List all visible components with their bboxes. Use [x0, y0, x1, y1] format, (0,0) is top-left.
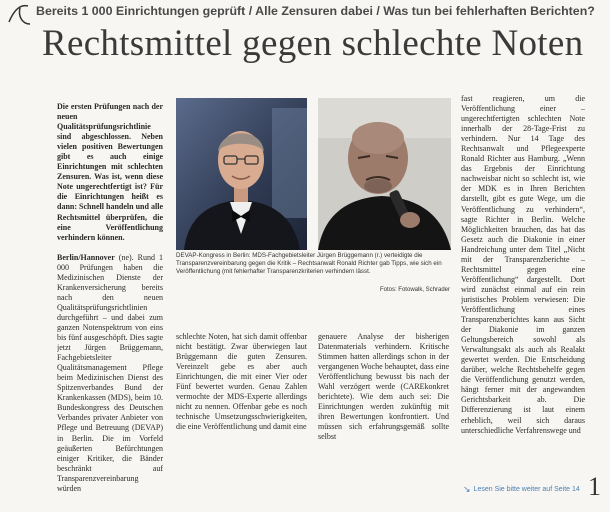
article-column-4	[461, 94, 585, 489]
handwritten-page-number: 1	[588, 472, 601, 501]
photo-credit: Fotos: Fotowalk, Schrader	[379, 287, 450, 293]
body-text: genauere Analyse der bisherigen Datenmaterials verhindern. Kritische Stimmen hatten allerdings schon in der vergangenen Woche behauptet, dass eine Veröffentlichung bewusst bis nach der Wahl verzögert werde (CAREkonkret berichtete). Wie dem auch sei: Die Einrichtungen werden zukünftig mit ihren Bewertungen konfrontiert. Und müssen sich erfahrungsgemäß sollte selbst	[318, 332, 449, 442]
kicker: Bereits 1 000 Einrichtungen geprüft / Alle Zensuren dabei / Was tun bei fehlerhaften Berichten?	[36, 4, 595, 18]
body-text: schlechte Noten, hat sich damit offenbar nicht bestätigt. Zwar überwiegen laut Brüggemann die guten Zensuren. Vereinzelt gebe es aber auch Einrichtungen, die mit einer Vier oder Fünf bewertet wurden. Genau Zahlen vermochte der MDS-Experte allerdings nicht zu nennen. Offenbar gebe es noch technische Umsetzungsschwierigkeiten, die eine Veröffentlichung und damit eine	[176, 332, 307, 432]
body-text: (ne). Rund 1 000 Prüfungen haben die Medizinischen Dienste der Krankenversicherung bereits nach den neuen Qualitätsprüfungsrichtlinien durchgeführt – und dabei zum ganzen Notenspektrum von eins bis fünf ausgeschöpft. Dies sagte jetzt Jürgen Brüggemann, Fachgebietsleiter Qualitätsmanagement Pflege beim Medizinischen Dienst des Spitzenverbandes Bund der Krankenkassen (MDS), beim 10. Bundeskongress des Deutschen Verbandes privater Anbieter von Pflege und Betreuung (DEVAP) in Berlin. Die im Vorfeld geäußerten Befürchtungen einiger Kritiker, die Bänder beschränkt auf Transparenzvereinbarung würden	[57, 252, 163, 493]
continue-reference	[463, 484, 583, 495]
continue-text: Lesen Sie bitte weiter auf Seite 14	[473, 486, 580, 493]
photo-caption: DEVAP-Kongress in Berlin: MDS-Fachgebietsleiter Jürgen Brüggemann (r.) verteidigte die Transparenzvereinbarung gegen die Kritik – Rechtsanwalt Ronald Richter gab Tipps, wie sich ein Veröffentlichung (mit fehlerhafter Transparenzkriterien verhindern lässt.	[176, 252, 442, 276]
lead-paragraph: Die ersten Prüfungen nach der neuen Qualitätsprüfungsrichtlinie sind abgeschlossen. Neben vielen positiven Bewertungen gibt es auch einige Einrichtungen mit schlechten Zensuren. Was ist, wenn diese Note ungerechtfertigt ist? Für die Einrichtungen heißt es dann: Schnell handeln und alle Rechtsmittel überprüfen, die eine Veröffentlichung verhindern können.	[57, 102, 163, 242]
arrow-icon: ↘	[463, 484, 471, 494]
body-text: fast reagieren, um die Veröffentlichung einer – ungerechtfertigten schlechten Note innerhalb der 28-Tage-Frist zu verhindern. Nur 14 Tage des Rechtsanwalt und Pflegeexperte Ronald Richter aus Hamburg. „Wenn das Ergebnis der Einrichtung nachweisbar nicht so schlecht ist, wie der MDK es in Ihren Berichten darstellt, gibt es gute Wege, um die Veröffentlichung zu verhindern“, sagte Richter in Berlin. Welche Möglichkeiten brauchen, das hat das Gesetz auch die Diakonie in einer Handreichung unter dem Titel „Nicht mit der Transparenzberichte – Rechtsmittel gegen eine Veröffentlichung“ dargestellt. Dort wird zunächst einmal auf ein rein juristisches Problem verwiesen: Die Veröffentlichung eines Transparenzberichtes kann aus Sicht der Diakonie im ganzen Geltungsbereich sowohl als Verwaltungsakt als auch als Realakt gewertet werden. Die Entscheidung darüber, welche Rechtsbehelfe gegen die Veröffentlichung genutzt werden, hängt ferner mit der angewandten Gerichtsbarkeit ab. Die Differenzierung ist laut einem erheblich, weil sich daraus unterschiedliche Verfahrenswege und	[461, 94, 585, 435]
photo-juergen-brueggemann	[176, 98, 307, 250]
article-column-3	[318, 332, 449, 492]
handwritten-mark-icon	[6, 2, 34, 28]
headline: Rechtsmittel gegen schlechte Noten	[42, 23, 584, 64]
article-column-1	[57, 102, 163, 504]
body-paragraph	[57, 253, 163, 494]
article-column-2	[176, 332, 307, 492]
dateline: Berlin/Hannover	[57, 252, 115, 262]
photo-ronald-richter	[318, 98, 451, 250]
